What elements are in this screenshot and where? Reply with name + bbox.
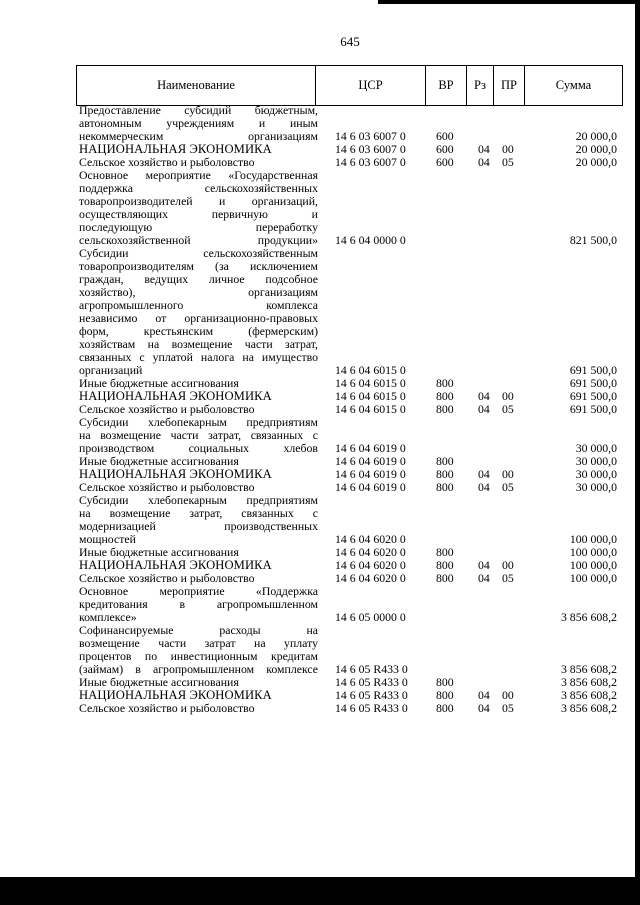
row-vr: 800 [436, 467, 454, 481]
row-sum: 691 500,0 [569, 363, 617, 377]
row-sum: 20 000,0 [575, 155, 617, 169]
row-pr: 00 [502, 142, 514, 156]
row-code: 14 6 03 6007 0 [335, 142, 406, 156]
row-name-line: модернизацией производственных [79, 519, 318, 533]
row-code: 14 6 04 6020 0 [335, 558, 406, 572]
row-sum: 3 856 608,2 [560, 610, 617, 624]
row-name-line: на возмещение части затрат, связанных с [79, 428, 318, 442]
row-vr: 600 [436, 129, 454, 143]
row-sum: 691 500,0 [569, 376, 617, 390]
row-name-line: некоммерческим организациям [79, 129, 318, 143]
row-name-line: Иные бюджетные ассигнования [79, 454, 239, 468]
row-code: 14 6 05 0000 0 [335, 610, 406, 624]
row-vr: 800 [436, 402, 454, 416]
row-code: 14 6 04 6019 0 [335, 441, 406, 455]
table-row [79, 702, 619, 715]
row-name-line: форм, крестьянским (фермерским) [79, 324, 318, 338]
row-name-line: автономным учреждениям и иным [79, 116, 318, 130]
table-row [79, 416, 619, 455]
row-code: 14 6 05 R433 0 [335, 701, 408, 715]
row-pr: 00 [502, 467, 514, 481]
row-name [79, 494, 318, 546]
row-sum: 20 000,0 [575, 142, 617, 156]
row-vr: 600 [436, 155, 454, 169]
row-vr: 800 [436, 389, 454, 403]
row-sum: 30 000,0 [575, 480, 617, 494]
row-sum: 100 000,0 [569, 545, 617, 559]
row-rz: 04 [478, 142, 490, 156]
header-name: Наименование [157, 78, 235, 92]
row-name [79, 247, 318, 377]
row-rz: 04 [478, 688, 490, 702]
row-code: 14 6 04 6020 0 [335, 571, 406, 585]
row-vr: 800 [436, 571, 454, 585]
row-name-line: сельскохозяйственной продукции» [79, 233, 318, 247]
row-pr: 05 [502, 402, 514, 416]
row-name [79, 585, 318, 624]
row-code: 14 6 04 6015 0 [335, 389, 406, 403]
row-sum: 100 000,0 [569, 532, 617, 546]
page-number: 645 [340, 34, 360, 49]
row-name-line: НАЦИОНАЛЬНАЯ ЭКОНОМИКА [79, 688, 272, 702]
row-rz: 04 [478, 155, 490, 169]
row-name-line: хозяйствам на возмещение части затрат, [79, 337, 318, 351]
row-name-line: Иные бюджетные ассигнования [79, 545, 239, 559]
row-name-line: комплексе» [79, 610, 137, 624]
row-sum: 691 500,0 [569, 402, 617, 416]
row-pr: 00 [502, 389, 514, 403]
row-code: 14 6 04 6020 0 [335, 532, 406, 546]
row-name [79, 104, 318, 143]
row-code: 14 6 03 6007 0 [335, 155, 406, 169]
row-name-line: возмещение части затрат на уплату [79, 636, 318, 650]
row-name-line: НАЦИОНАЛЬНАЯ ЭКОНОМИКА [79, 467, 272, 481]
row-pr: 00 [502, 558, 514, 572]
row-code: 14 6 03 6007 0 [335, 129, 406, 143]
row-pr: 05 [502, 701, 514, 715]
row-code: 14 6 04 0000 0 [335, 233, 406, 247]
row-pr: 00 [502, 688, 514, 702]
row-sum: 3 856 608,2 [560, 662, 617, 676]
row-name-line: Сельское хозяйство и рыболовство [79, 701, 255, 715]
row-name-line: процентов по инвестиционным кредитам [79, 649, 318, 663]
header-csr: ЦСР [358, 78, 383, 92]
header-rz: Рз [474, 78, 486, 92]
row-name-line: НАЦИОНАЛЬНАЯ ЭКОНОМИКА [79, 142, 272, 156]
row-name-line: товаропроизводителей и организаций, [79, 194, 318, 208]
row-name-line: последующую переработку [79, 220, 318, 234]
row-name-line: Субсидии сельскохозяйственным [79, 246, 318, 260]
row-vr: 600 [436, 142, 454, 156]
row-name-line: поддержка сельскохозяйственных [79, 181, 318, 195]
row-vr: 800 [436, 701, 454, 715]
row-vr: 800 [436, 454, 454, 468]
row-name-line: Предоставление субсидий бюджетным, [79, 103, 318, 117]
row-code: 14 6 05 R433 0 [335, 675, 408, 689]
row-name-line: Сельское хозяйство и рыболовство [79, 155, 255, 169]
row-sum: 100 000,0 [569, 558, 617, 572]
row-name-line: организаций [79, 363, 143, 377]
row-vr: 800 [436, 545, 454, 559]
row-name-line: связанных с уплатой налога на имущество [79, 350, 318, 364]
table-row [79, 104, 619, 143]
row-sum: 30 000,0 [575, 441, 617, 455]
row-name-line: НАЦИОНАЛЬНАЯ ЭКОНОМИКА [79, 558, 272, 572]
scan-border-top [378, 0, 640, 4]
scan-border-bottom [0, 877, 640, 905]
row-code: 14 6 04 6015 0 [335, 402, 406, 416]
row-name-line: Субсидии хлебопекарным предприятиям [79, 415, 318, 429]
row-sum: 691 500,0 [569, 389, 617, 403]
row-sum: 20 000,0 [575, 129, 617, 143]
table-row [79, 247, 619, 377]
row-name-line: Сельское хозяйство и рыболовство [79, 480, 255, 494]
row-code: 14 6 04 6019 0 [335, 480, 406, 494]
row-rz: 04 [478, 389, 490, 403]
row-pr: 05 [502, 480, 514, 494]
row-name [79, 624, 318, 676]
table-body [79, 104, 619, 715]
row-sum: 821 500,0 [569, 233, 617, 247]
row-name-line: граждан, ведущих личное подсобное [79, 272, 318, 286]
row-name-line: производством социальных хлебов [79, 441, 318, 455]
header-vr: ВР [438, 78, 454, 92]
row-code: 14 6 04 6019 0 [335, 454, 406, 468]
row-name-line: НАЦИОНАЛЬНАЯ ЭКОНОМИКА [79, 389, 272, 403]
table-row [79, 624, 619, 676]
row-sum: 30 000,0 [575, 467, 617, 481]
row-vr: 800 [436, 558, 454, 572]
row-rz: 04 [478, 467, 490, 481]
row-name-line: Сельское хозяйство и рыболовство [79, 571, 255, 585]
row-name-line: Иные бюджетные ассигнования [79, 675, 239, 689]
row-name-line: товаропроизводителям (за исключением [79, 259, 318, 273]
row-name-line: Основное мероприятие «Государственная [79, 168, 318, 182]
row-name-line: Софинансируемые расходы на [79, 623, 318, 637]
row-rz: 04 [478, 480, 490, 494]
row-name-line: (займам) в агропромышленном комплексе [79, 662, 318, 676]
row-sum: 3 856 608,2 [560, 675, 617, 689]
row-sum: 100 000,0 [569, 571, 617, 585]
scan-border-right [635, 0, 640, 905]
row-vr: 800 [436, 675, 454, 689]
row-name [79, 169, 318, 247]
row-vr: 800 [436, 376, 454, 390]
row-name-line: независимо от организационно-правовых [79, 311, 318, 325]
row-name-line: Сельское хозяйство и рыболовство [79, 402, 255, 416]
row-name-line: хозяйство), организациям [79, 285, 318, 299]
header-sum: Сумма [555, 78, 592, 92]
row-name-line: агропромышленного комплекса [79, 298, 318, 312]
row-name-line: Основное мероприятие «Поддержка [79, 584, 318, 598]
row-pr: 05 [502, 155, 514, 169]
row-code: 14 6 04 6015 0 [335, 376, 406, 390]
row-rz: 04 [478, 701, 490, 715]
row-name-line: осуществляющих первичную и [79, 207, 318, 221]
row-code: 14 6 04 6019 0 [335, 467, 406, 481]
row-name-line: мощностей [79, 532, 136, 546]
row-sum: 30 000,0 [575, 454, 617, 468]
row-sum: 3 856 608,2 [560, 701, 617, 715]
row-code: 14 6 05 R433 0 [335, 662, 408, 676]
table-header [76, 65, 623, 106]
row-code: 14 6 04 6020 0 [335, 545, 406, 559]
row-name [79, 702, 318, 715]
row-rz: 04 [478, 558, 490, 572]
row-name-line: Иные бюджетные ассигнования [79, 376, 239, 390]
table-row [79, 494, 619, 546]
row-name-line: на возмещение затрат, связанных с [79, 506, 318, 520]
row-code: 14 6 05 R433 0 [335, 688, 408, 702]
header-pr: ПР [501, 78, 517, 92]
row-name [79, 416, 318, 455]
row-sum: 3 856 608,2 [560, 688, 617, 702]
row-rz: 04 [478, 571, 490, 585]
row-code: 14 6 04 6015 0 [335, 363, 406, 377]
row-name-line: Субсидии хлебопекарным предприятиям [79, 493, 318, 507]
row-pr: 05 [502, 571, 514, 585]
row-vr: 800 [436, 480, 454, 494]
table-row [79, 585, 619, 624]
table-row [79, 169, 619, 247]
row-vr: 800 [436, 688, 454, 702]
row-name-line: кредитования в агропромышленном [79, 597, 318, 611]
row-rz: 04 [478, 402, 490, 416]
